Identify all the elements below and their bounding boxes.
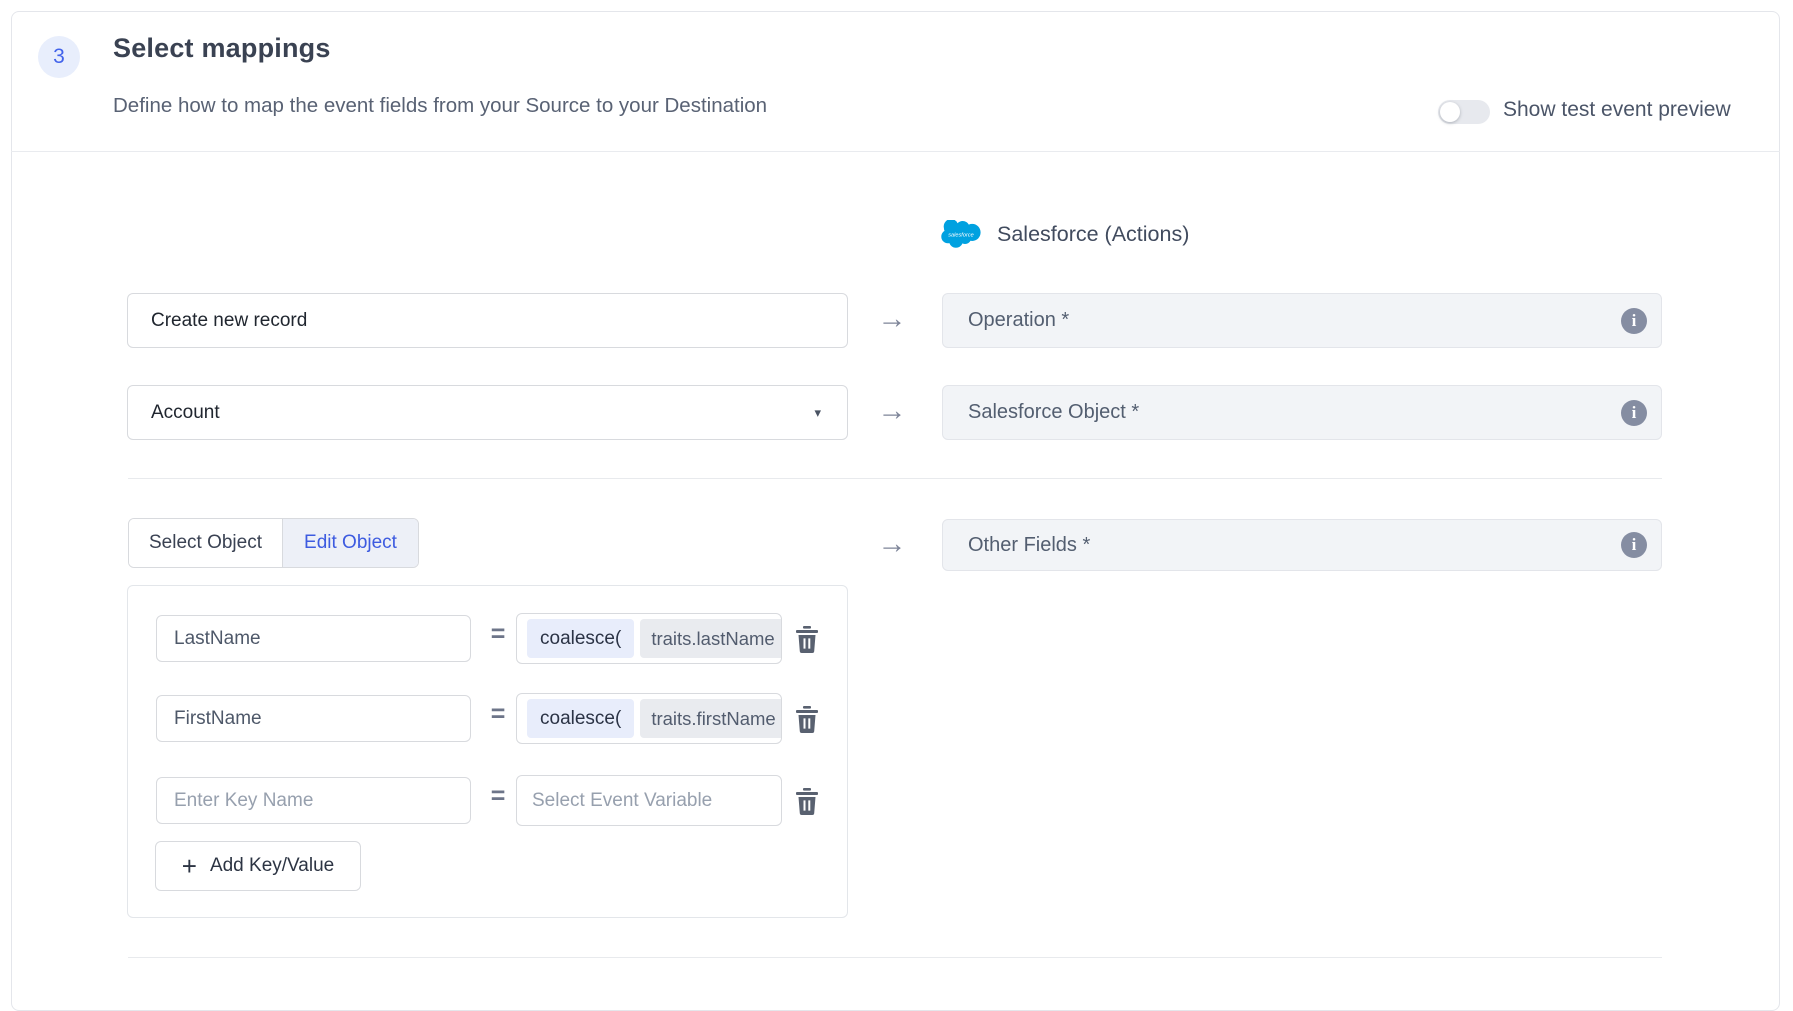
object-mode-tabs bbox=[128, 518, 419, 568]
operation-field-label: Operation * bbox=[968, 309, 1070, 331]
variable-chip[interactable]: traits.firstName bbox=[640, 699, 782, 738]
step-number: 3 bbox=[53, 45, 65, 68]
salesforce-object-field-label: Salesforce Object * bbox=[968, 401, 1140, 423]
salesforce-object-select-value: Account bbox=[151, 401, 220, 423]
other-fields-field-label: Other Fields * bbox=[968, 533, 1091, 556]
event-variable-input[interactable] bbox=[516, 775, 782, 826]
bottom-divider bbox=[128, 957, 1662, 958]
tab-edit-object[interactable]: Edit Object bbox=[282, 519, 418, 567]
key-name-input[interactable] bbox=[156, 615, 471, 662]
tab-select-object[interactable]: Select Object bbox=[129, 519, 282, 567]
variable-chip[interactable]: traits.lastName bbox=[640, 619, 782, 658]
salesforce-object-field[interactable] bbox=[942, 385, 1662, 440]
equals-icon: = bbox=[490, 782, 506, 810]
section-divider bbox=[128, 478, 1662, 479]
destination-header bbox=[941, 220, 1189, 249]
value-expression-box[interactable] bbox=[516, 693, 782, 744]
salesforce-object-select[interactable] bbox=[127, 385, 848, 440]
key-name-input[interactable] bbox=[156, 777, 471, 824]
page-title: Select mappings bbox=[113, 33, 331, 63]
value-expression-box[interactable] bbox=[516, 613, 782, 664]
chevron-down-icon: ▾ bbox=[814, 404, 821, 420]
test-event-preview-label: Show test event preview bbox=[1503, 98, 1731, 121]
trash-icon bbox=[795, 626, 819, 653]
svg-text:salesforce: salesforce bbox=[948, 232, 974, 239]
info-icon[interactable]: i bbox=[1621, 308, 1647, 334]
delete-row-button[interactable] bbox=[792, 786, 822, 816]
info-icon[interactable]: i bbox=[1621, 532, 1647, 558]
delete-row-button[interactable] bbox=[792, 704, 822, 734]
action-name-input[interactable] bbox=[127, 293, 848, 348]
salesforce-logo-icon bbox=[941, 220, 981, 249]
key-value-editor bbox=[127, 585, 848, 918]
arrow-right-icon: → bbox=[877, 395, 907, 427]
page-subtitle: Define how to map the event fields from your Source to your Destination bbox=[113, 94, 768, 117]
delete-row-button[interactable] bbox=[792, 624, 822, 654]
equals-icon: = bbox=[490, 620, 506, 648]
equals-icon: = bbox=[490, 700, 506, 728]
trash-icon bbox=[795, 706, 819, 733]
operation-field[interactable] bbox=[942, 293, 1662, 348]
test-event-preview-toggle[interactable] bbox=[1438, 100, 1490, 124]
arrow-right-icon: → bbox=[877, 528, 907, 560]
key-name-input[interactable] bbox=[156, 695, 471, 742]
trash-icon bbox=[795, 788, 819, 815]
function-chip[interactable]: coalesce( bbox=[527, 699, 634, 738]
destination-name: Salesforce (Actions) bbox=[997, 222, 1190, 246]
info-icon[interactable]: i bbox=[1621, 400, 1647, 426]
arrow-right-icon: → bbox=[877, 303, 907, 335]
add-key-value-button[interactable] bbox=[155, 841, 361, 891]
plus-icon: + bbox=[181, 851, 197, 881]
add-key-value-label: Add Key/Value bbox=[209, 855, 335, 876]
other-fields-field[interactable] bbox=[942, 519, 1662, 571]
function-chip[interactable]: coalesce( bbox=[527, 619, 634, 658]
toggle-knob bbox=[1440, 102, 1460, 122]
step-number-badge bbox=[38, 36, 80, 78]
